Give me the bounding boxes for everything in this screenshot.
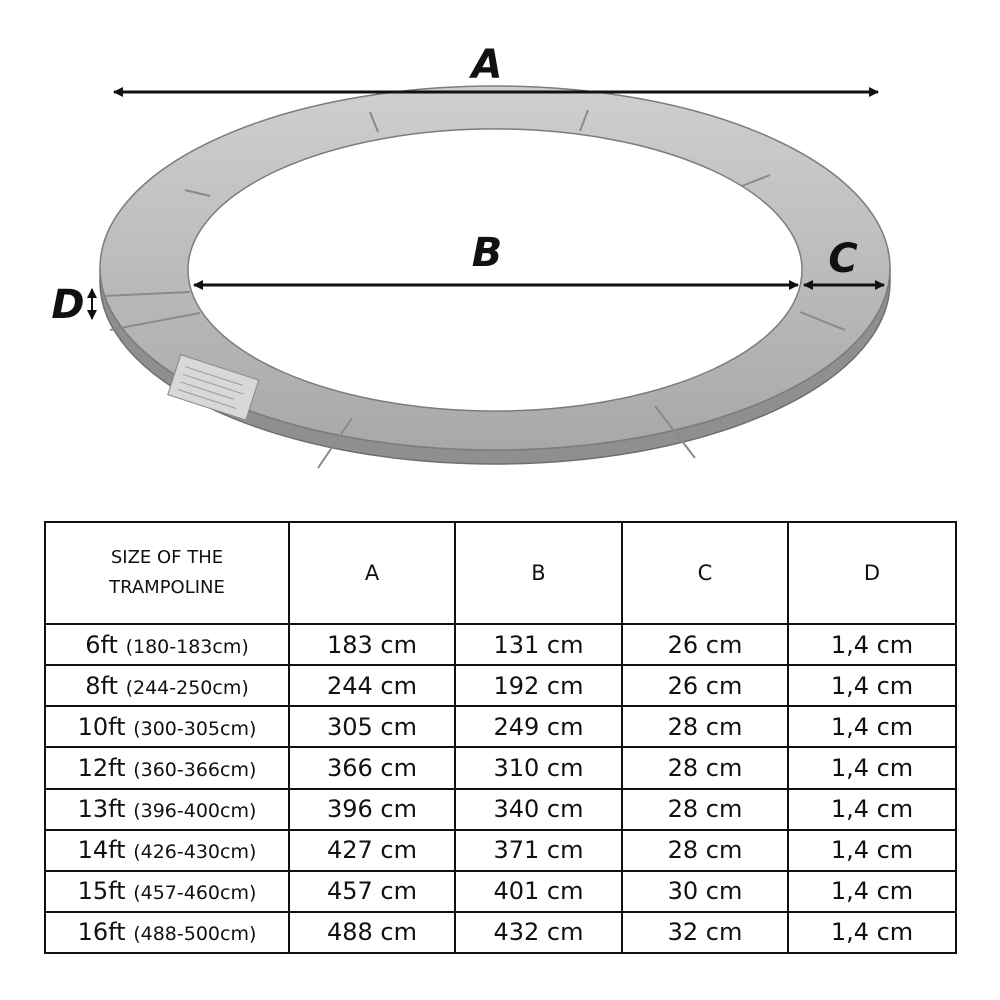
cell-a: 488 cm — [289, 912, 455, 953]
size-feet: 10ft — [77, 712, 126, 741]
size-range: (426-430cm) — [133, 841, 257, 864]
cell-d: 1,4 cm — [788, 871, 956, 912]
cell-c: 30 cm — [622, 871, 788, 912]
cell-c: 32 cm — [622, 912, 788, 953]
cell-b: 249 cm — [455, 706, 622, 747]
cell-b: 131 cm — [455, 624, 622, 665]
cell-c: 26 cm — [622, 624, 788, 665]
table-row — [45, 624, 956, 665]
table-row — [45, 830, 956, 871]
size-feet: 13ft — [77, 795, 126, 824]
header-size-line-2: TRAMPOLINE — [109, 577, 225, 598]
cell-c: 28 cm — [622, 747, 788, 788]
cell-d: 1,4 cm — [788, 747, 956, 788]
cell-b: 432 cm — [455, 912, 622, 953]
header-a: A — [289, 522, 455, 624]
dimension-d-label: D — [51, 282, 85, 328]
size-feet: 6ft — [85, 630, 118, 659]
cell-size — [45, 665, 289, 706]
cell-b: 401 cm — [455, 871, 622, 912]
table-row — [45, 747, 956, 788]
cell-a: 396 cm — [289, 789, 455, 830]
size-range: (360-366cm) — [133, 758, 257, 781]
cell-c: 28 cm — [622, 830, 788, 871]
cell-a: 366 cm — [289, 747, 455, 788]
pad-ring — [100, 86, 890, 468]
cell-size — [45, 912, 289, 953]
header-size — [45, 522, 289, 624]
cell-d: 1,4 cm — [788, 830, 956, 871]
table-body — [45, 624, 956, 953]
cell-b: 310 cm — [455, 747, 622, 788]
cell-size — [45, 871, 289, 912]
cell-a: 305 cm — [289, 706, 455, 747]
size-feet: 15ft — [77, 877, 126, 906]
header-b: B — [455, 522, 622, 624]
dimension-b-label: B — [471, 230, 503, 276]
dimension-a-label: A — [471, 42, 503, 88]
size-feet: 14ft — [77, 836, 126, 865]
cell-a: 183 cm — [289, 624, 455, 665]
size-range: (457-460cm) — [133, 882, 257, 905]
cell-c: 28 cm — [622, 789, 788, 830]
cell-d: 1,4 cm — [788, 624, 956, 665]
size-range: (488-500cm) — [133, 923, 257, 946]
table-row — [45, 871, 956, 912]
cell-size — [45, 706, 289, 747]
cell-b: 340 cm — [455, 789, 622, 830]
table-header-row — [45, 522, 956, 624]
dimension-c-label: C — [828, 236, 858, 282]
cell-c: 26 cm — [622, 665, 788, 706]
table-row — [45, 912, 956, 953]
size-feet: 16ft — [77, 918, 126, 947]
table-row — [45, 706, 956, 747]
header-d: D — [788, 522, 956, 624]
cell-size — [45, 624, 289, 665]
cell-a: 427 cm — [289, 830, 455, 871]
table-row — [45, 789, 956, 830]
cell-a: 244 cm — [289, 665, 455, 706]
size-table — [44, 521, 957, 954]
cell-c: 28 cm — [622, 706, 788, 747]
header-c: C — [622, 522, 788, 624]
size-feet: 8ft — [85, 671, 118, 700]
size-range: (244-250cm) — [125, 676, 249, 699]
cell-size — [45, 747, 289, 788]
cell-b: 371 cm — [455, 830, 622, 871]
cell-d: 1,4 cm — [788, 665, 956, 706]
header-size-line-1: SIZE OF THE — [110, 547, 224, 568]
size-range: (300-305cm) — [133, 717, 257, 740]
cell-d: 1,4 cm — [788, 912, 956, 953]
cell-a: 457 cm — [289, 871, 455, 912]
cell-size — [45, 830, 289, 871]
table-row — [45, 665, 956, 706]
size-range: (396-400cm) — [133, 800, 257, 823]
cell-size — [45, 789, 289, 830]
size-range: (180-183cm) — [125, 635, 249, 658]
size-feet: 12ft — [77, 753, 126, 782]
cell-d: 1,4 cm — [788, 789, 956, 830]
cell-d: 1,4 cm — [788, 706, 956, 747]
cell-b: 192 cm — [455, 665, 622, 706]
